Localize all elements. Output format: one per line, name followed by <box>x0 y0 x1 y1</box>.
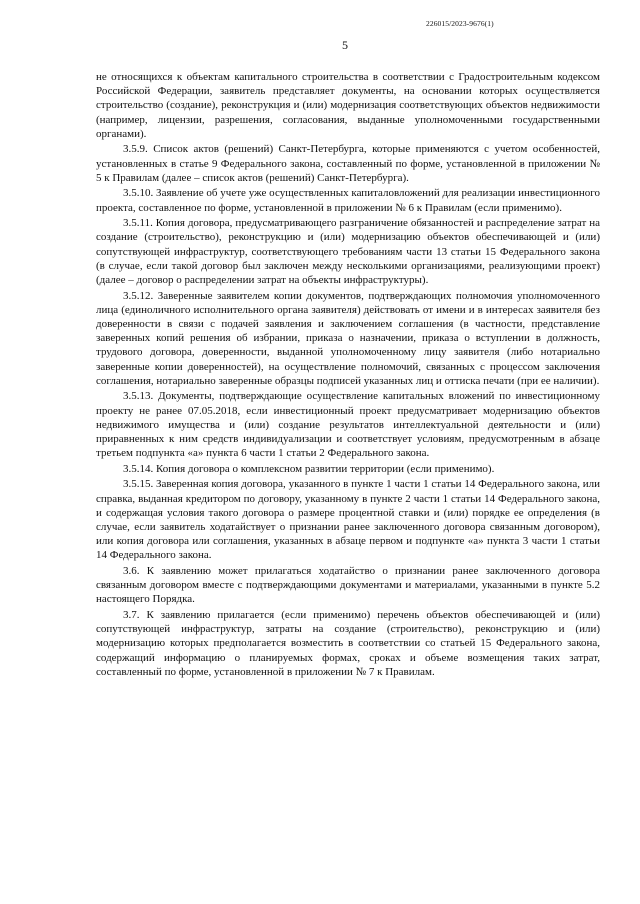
paragraph-3-5-11: 3.5.11. Копия договора, предусматривающего разграничение обязанностей и распределение затрат на создание (строительство), реконструкцию и (или) модернизацию объектов обеспечивающей и (или) сопутствующей инфраструктур, соответствующего требованиям части 13 статьи 15 Федерального закона (в случае, если такой договор был заключен между несколькими организациями, реализующими проект) (далее – договор о распределении затрат на объекты инфраструктуры). <box>96 217 600 287</box>
paragraph-continuation: не относящихся к объектам капитального строительства в соответствии с Градостроительным кодексом Российской Федерации, заявитель представляет документы, на основании которых осуществляется строительство (создание), реконструкция и (или) модернизация соответствующих объектов недвижимости (например, лицензии, разрешения, согласования, выданные уполномоченными государственными органами). <box>96 71 600 140</box>
page-number: 5 <box>342 38 348 52</box>
paragraph-3-6: 3.6. К заявлению может прилагаться ходатайство о признании ранее заключенного договора связанным договором вместе с подтверждающими документами и материалами, указанными в пункте 5.2 настоящего Порядка. <box>96 565 600 606</box>
document-body <box>96 70 600 680</box>
paragraph-3-5-12: 3.5.12. Заверенные заявителем копии документов, подтверждающих полномочия уполномоченного лица (единоличного исполнительного органа заявителя) действовать от имени и в интересах заявителя без доверенности в связи с подачей заявления и заключением соглашения (в частности, представление заверенных копий решения об избрании, приказа о назначении, приказа о вступлении в должность, трудового договора, доверенности, выданной уполномоченному лицу заявителя (либо нотариально заверенные копии доверенностей), на осуществление полномочий, связанных с процессом заключения соглашения, нотариально заверенные образцы подписей указанных лиц и оттиска печати (при ее наличии). <box>96 289 600 387</box>
paragraph-3-5-14: 3.5.14. Копия договора о комплексном развитии территории (если применимо). <box>123 462 495 475</box>
document-header-id: 226015/2023-9676(1) <box>426 19 494 28</box>
paragraph-3-5-13: 3.5.13. Документы, подтверждающие осуществление капитальных вложений по инвестиционному проекту не ранее 07.05.2018, если инвестиционный проект предусматривает модернизацию объектов недвижимого имущества и (или) создание результатов интеллектуальной деятельности и (или) приравненных к ним средств индивидуализации и соответствует условиям, предусмотренным в абзаце третьем подпункта «а» пункта 6 части 1 статьи 2 Федерального закона. <box>96 390 600 460</box>
paragraph-3-5-10: 3.5.10. Заявление об учете уже осуществленных капиталовложений для реализации инвестиционного проекта, составленное по форме, установленной в приложении № 6 к Правилам (если применимо). <box>96 187 600 214</box>
paragraph-3-7: 3.7. К заявлению прилагается (если применимо) перечень объектов обеспечивающей и (или) сопутствующей инфраструктур, затраты на создание (строительство), реконструкцию и (или) модернизацию которых предполагается возместить в соответствии со статьей 15 Федерального закона, содержащий информацию о планируемых формах, сроках и объеме возмещения таких затрат, составленный по форме, установленной в приложении № 7 к Правилам. <box>96 609 600 678</box>
paragraph-3-5-9: 3.5.9. Список актов (решений) Санкт-Петербурга, которые применяются с учетом особенностей, установленных в статье 9 Федерального закона, составленный по форме, установленной в приложении № 5 к Правилам (далее – список актов (решений) Санкт-Петербурга). <box>96 143 600 184</box>
paragraph-3-5-15: 3.5.15. Заверенная копия договора, указанного в пункте 1 части 1 статьи 14 Федерального закона, или справка, выданная кредитором по договору, указанному в пункте 2 части 1 статьи 14 Федерального закона, и содержащая условия такого договора о размере процентной ставки и (или) порядке ее определения (в случае, если заявитель ходатайствует о признании ранее заключенного договора связанным договором), или копия договора или соглашения, указанных в абзаце первом и подпункте «а» пункта 3 части 1 статьи 14 Федерального закона. <box>96 478 600 562</box>
